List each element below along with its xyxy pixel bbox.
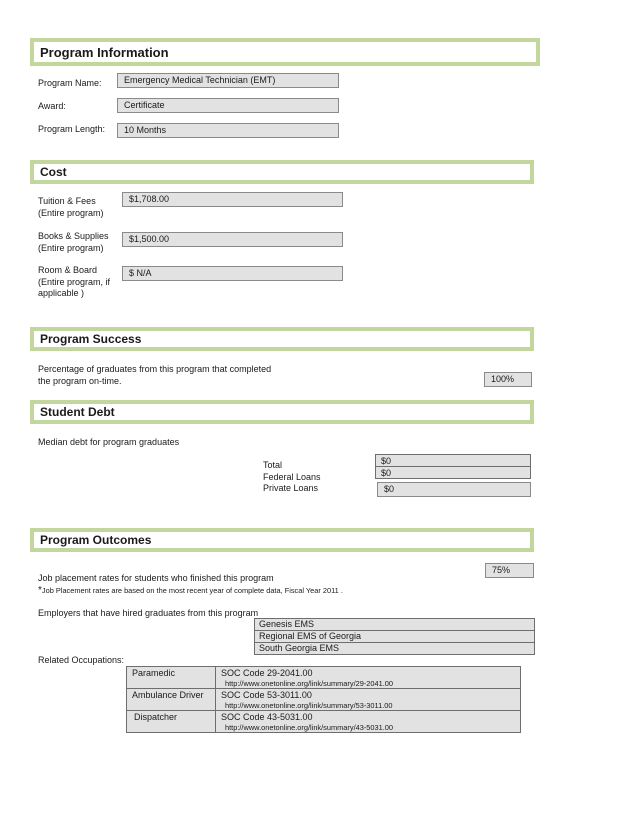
books-field: $1,500.00 [122,232,343,247]
employers-label: Employers that have hired graduates from this program [38,608,259,618]
program-success-header [30,327,534,351]
occupation-soc-code: SOC Code 29-2041.00 [221,668,313,678]
program-name-field: Emergency Medical Technician (EMT) [117,73,339,88]
placement-rate-field: 75% [485,563,534,578]
footnote-text: Job Placement rates are based on the most recent year of complete data, Fiscal Year 2011 . [41,586,343,595]
footnote-star: * [38,585,42,596]
tuition-field: $1,708.00 [122,192,343,207]
student-debt-header [30,400,534,424]
debt-total-value: $0 [381,456,392,466]
debt-private-label: Private Loans [263,483,319,493]
cost-header [30,160,534,184]
debt-intro: Median debt for program graduates [38,437,180,447]
award-field: Certificate [117,98,339,113]
room-label-line: applicable ) [38,288,85,298]
room-label-line: Room & Board [38,265,98,275]
employer-item: Genesis EMS [259,619,315,629]
occupation-link[interactable]: http://www.onetonline.org/link/summary/29-2041.00 [225,679,394,688]
debt-federal-value: $0 [381,468,392,478]
award-label: Award: [38,101,66,111]
occupation-name: Ambulance Driver [132,690,204,700]
success-text-line: Percentage of graduates from this program that completed [38,364,272,374]
tuition-label-line: (Entire program) [38,207,104,218]
occupation-link[interactable]: http://www.onetonline.org/link/summary/43-5031.00 [225,723,394,732]
section-title: Program Outcomes [40,533,152,547]
debt-total-label: Total [263,460,283,470]
placement-label: Job placement rates for students who finished this program [38,573,274,583]
debt-private-field: $0 [377,482,531,497]
success-rate-field: 100% [484,372,532,387]
related-occupations-label: Related Occupations: [38,655,125,665]
books-label [38,231,109,254]
occupation-name: Paramedic [132,668,176,678]
section-title: Program Success [40,332,142,346]
program-information-header [30,38,540,66]
occupations-row-divider [126,710,521,711]
employer-item: South Georgia EMS [259,643,340,653]
tuition-label [38,196,104,219]
occupations-column-divider [215,666,216,733]
program-outcomes-header [30,528,534,552]
program-length-label: Program Length: [38,124,106,134]
books-label-line: Books & Supplies [38,231,109,241]
room-field: $ N/A [122,266,343,281]
occupation-name: Dispatcher [134,712,178,722]
program-length-field: 10 Months [117,123,339,138]
program-name-label: Program Name: [38,78,102,88]
books-label-line: (Entire program) [38,242,104,253]
debt-federal-label: Federal Loans [263,472,321,482]
debt-box-divider [375,466,531,467]
tuition-label-line: Tuition & Fees [38,196,96,206]
occupation-soc-code: SOC Code 43-5031.00 [221,712,313,722]
employer-item: Regional EMS of Georgia [259,631,362,641]
section-title: Student Debt [40,405,115,419]
room-label-line: (Entire program, if [38,276,111,287]
placement-footnote [38,585,343,597]
section-title: Program Information [40,44,169,60]
section-title: Cost [40,165,67,179]
occupation-link[interactable]: http://www.onetonline.org/link/summary/53-3011.00 [225,701,393,710]
occupation-soc-code: SOC Code 53-3011.00 [221,690,312,700]
success-text-line: the program on-time. [38,375,122,386]
success-description [38,364,271,387]
room-label [38,265,110,300]
occupations-row-divider [126,688,521,689]
